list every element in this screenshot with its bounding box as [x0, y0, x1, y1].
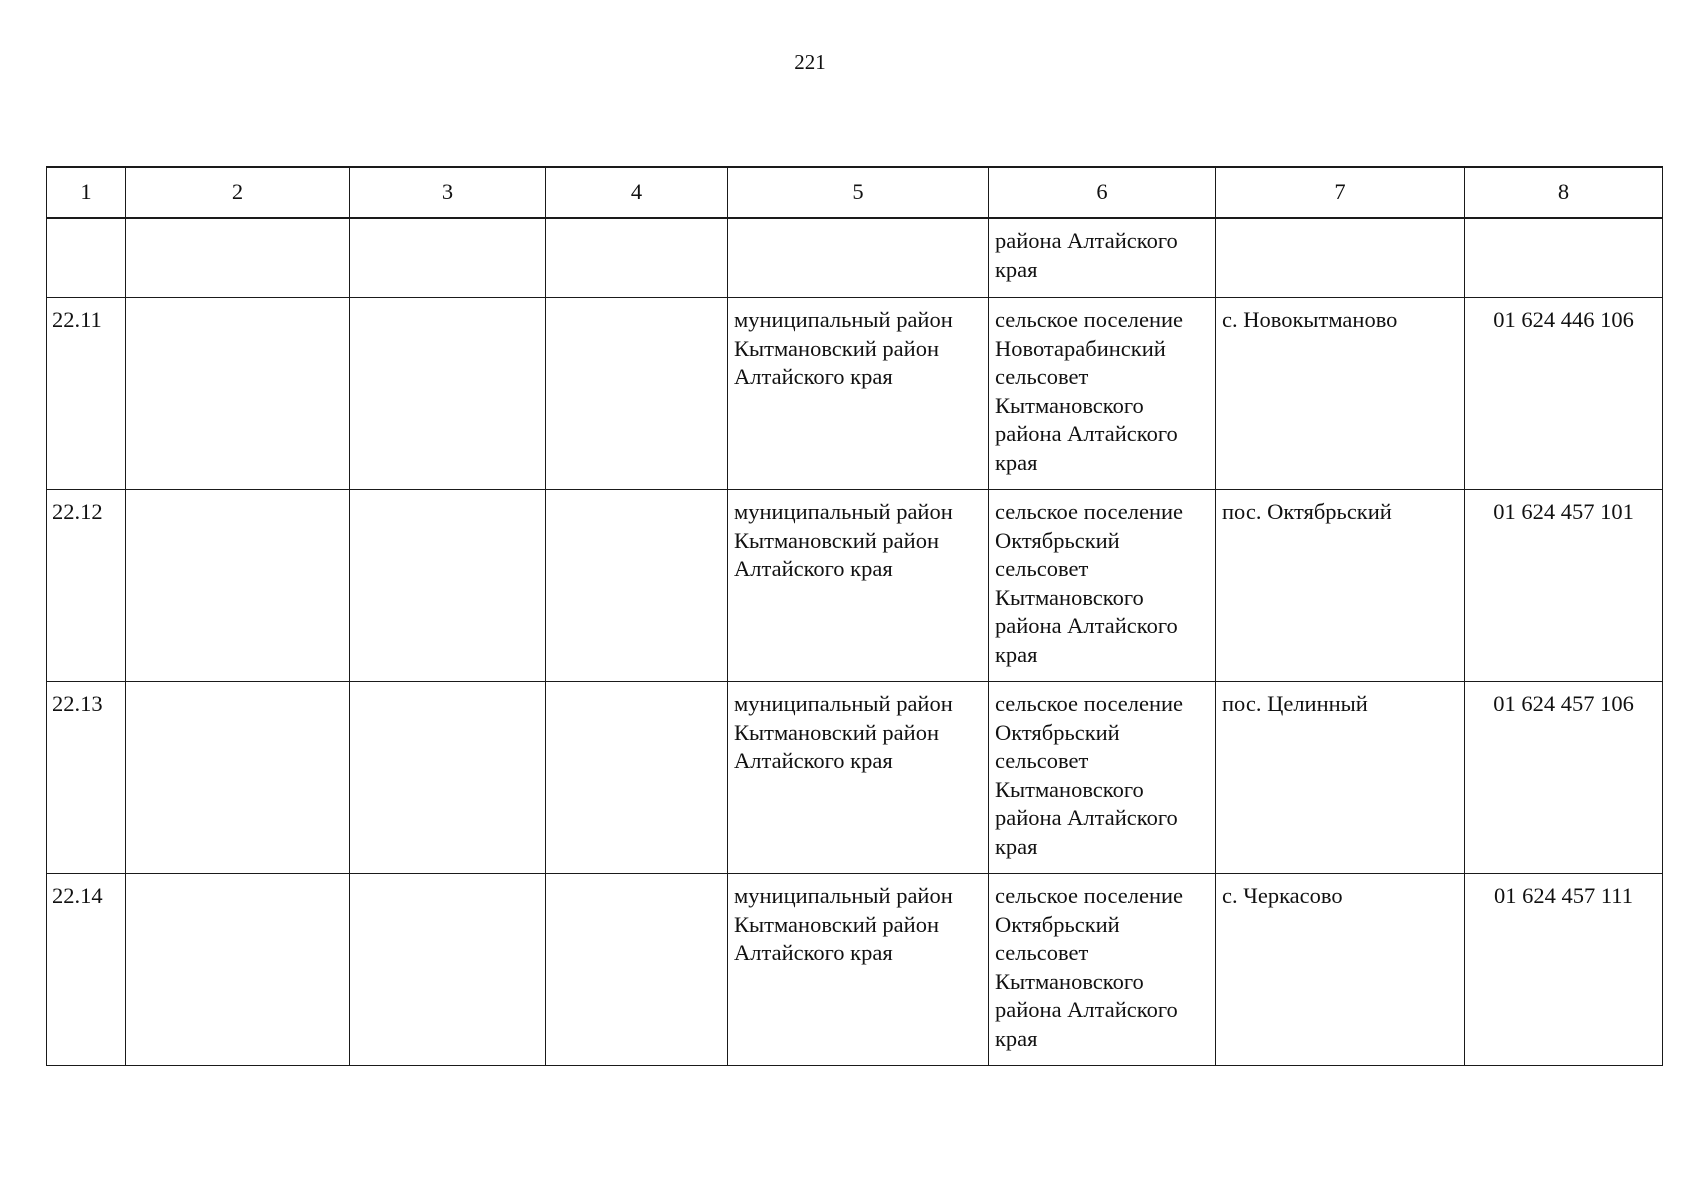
table-cell [350, 218, 546, 298]
rural-settlement-cell: сельское поселение Октябрьский сельсовет Кытмановского района Алтайского края [989, 874, 1216, 1066]
column-header: 5 [728, 167, 989, 218]
locality-cell: с. Новокытманово [1216, 298, 1465, 490]
table-cell [350, 490, 546, 682]
table-cell [546, 298, 728, 490]
table-cell [126, 490, 350, 682]
table-row [47, 298, 1663, 490]
table-row-continuation [47, 218, 1663, 298]
row-number-cell: 22.13 [47, 682, 126, 874]
row-number-cell: 22.14 [47, 874, 126, 1066]
code-cell: 01 624 457 111 [1465, 874, 1663, 1066]
settlements-table [46, 166, 1663, 1066]
table-cell [546, 682, 728, 874]
table-cell [126, 874, 350, 1066]
table-cell [546, 218, 728, 298]
column-header: 1 [47, 167, 126, 218]
municipal-district-cell: муниципальный район Кытмановский район Алтайского края [728, 874, 989, 1066]
table-cell [728, 218, 989, 298]
table-cell: района Алтайского края [989, 218, 1216, 298]
table-cell [126, 682, 350, 874]
row-number-cell: 22.12 [47, 490, 126, 682]
code-cell: 01 624 457 106 [1465, 682, 1663, 874]
code-cell: 01 624 457 101 [1465, 490, 1663, 682]
column-header: 3 [350, 167, 546, 218]
column-header: 2 [126, 167, 350, 218]
table-row [47, 874, 1663, 1066]
table-cell [350, 874, 546, 1066]
locality-cell: пос. Целинный [1216, 682, 1465, 874]
table-header-row [47, 167, 1663, 218]
table-cell [47, 218, 126, 298]
table-cell [350, 682, 546, 874]
municipal-district-cell: муниципальный район Кытмановский район Алтайского края [728, 682, 989, 874]
table-row [47, 682, 1663, 874]
column-header: 8 [1465, 167, 1663, 218]
table-cell [1465, 218, 1663, 298]
column-header: 6 [989, 167, 1216, 218]
table-cell [1216, 218, 1465, 298]
municipal-district-cell: муниципальный район Кытмановский район Алтайского края [728, 298, 989, 490]
locality-cell: пос. Октябрьский [1216, 490, 1465, 682]
rural-settlement-cell: сельское поселение Октябрьский сельсовет Кытмановского района Алтайского края [989, 490, 1216, 682]
rural-settlement-cell: сельское поселение Октябрьский сельсовет Кытмановского района Алтайского края [989, 682, 1216, 874]
row-number-cell: 22.11 [47, 298, 126, 490]
table-cell [546, 874, 728, 1066]
table-row [47, 490, 1663, 682]
page-number: 221 [794, 50, 826, 74]
table-cell [350, 298, 546, 490]
table-cell [546, 490, 728, 682]
column-header: 7 [1216, 167, 1465, 218]
municipal-district-cell: муниципальный район Кытмановский район Алтайского края [728, 490, 989, 682]
rural-settlement-cell: сельское поселение Новотарабинский сельсовет Кытмановского района Алтайского края [989, 298, 1216, 490]
column-header: 4 [546, 167, 728, 218]
locality-cell: с. Черкасово [1216, 874, 1465, 1066]
code-cell: 01 624 446 106 [1465, 298, 1663, 490]
table-cell [126, 298, 350, 490]
table-cell [126, 218, 350, 298]
